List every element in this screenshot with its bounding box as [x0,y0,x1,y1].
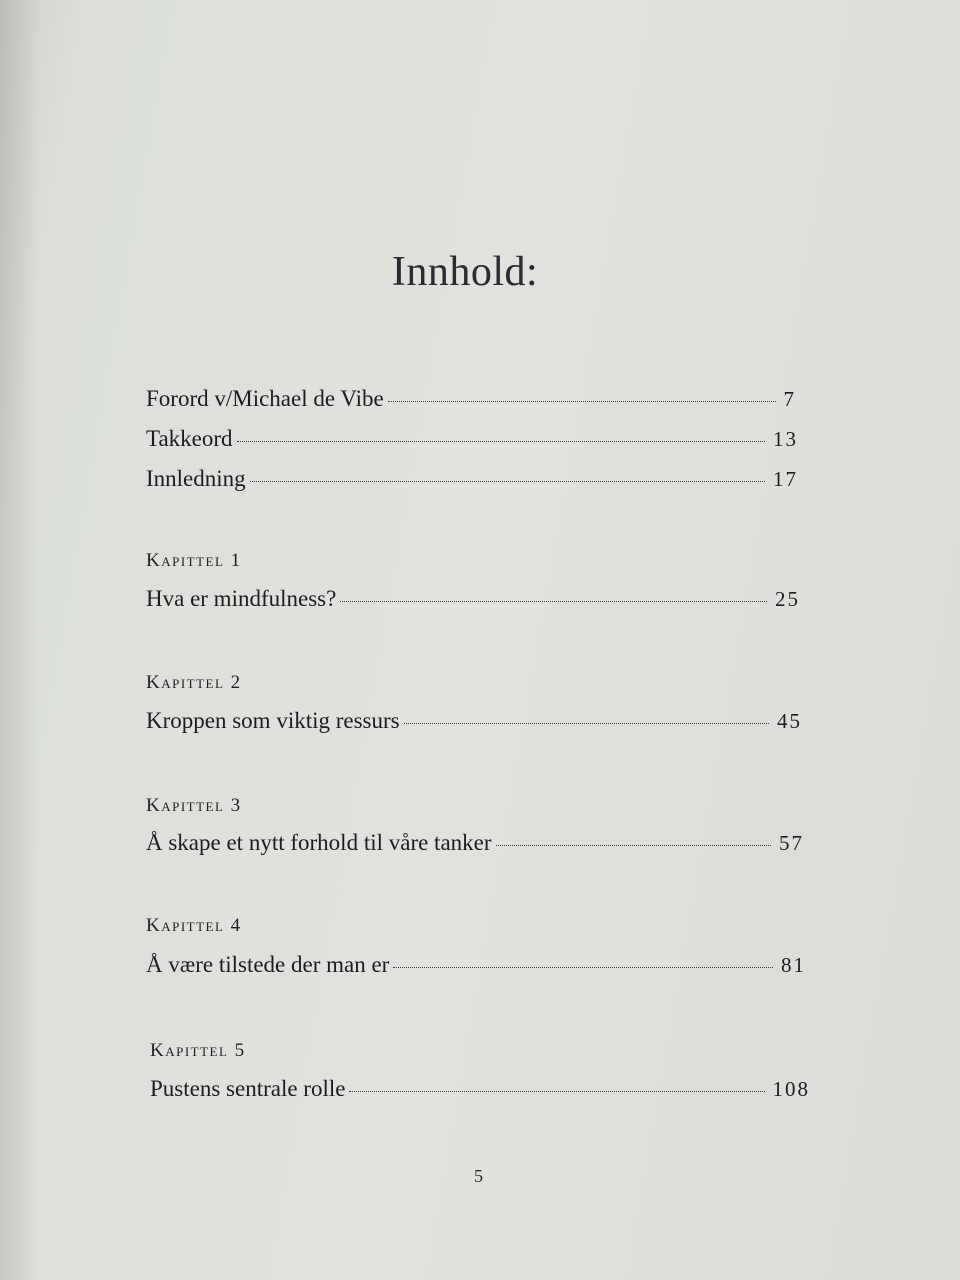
page-number: 5 [474,1166,483,1186]
toc-entry-forord [146,386,796,412]
toc-entry-chapter-5 [150,1076,810,1102]
chapter-heading-3: Kapittel 3 [146,795,242,816]
toc-entry-label: Forord v/Michael de Vibe [146,386,384,411]
toc-entry-label: Pustens sentrale rolle [150,1076,346,1101]
dot-leader [496,845,771,846]
toc-entry-label: Takkeord [146,426,233,451]
chapter-heading-5: Kapittel 5 [150,1040,246,1061]
dot-leader [393,967,773,968]
toc-entry-page: 7 [783,387,796,411]
chapter-heading-1: Kapittel 1 [146,550,242,571]
chapter-heading-4: Kapittel 4 [146,915,242,936]
toc-entry-takkeord [146,426,798,452]
toc-entry-page: 13 [773,427,798,451]
toc-entry-page: 108 [772,1077,810,1101]
toc-entry-label: Hva er mindfulness? [146,586,337,611]
toc-entry-chapter-4 [146,952,806,978]
dot-leader [349,1091,764,1092]
toc-entry-page: 81 [781,953,806,977]
dot-leader [250,481,765,482]
toc-entry-innledning [146,466,798,492]
toc-entry-label: Innledning [146,466,246,491]
dot-leader [340,601,767,602]
toc-entry-label: Kroppen som viktig ressurs [146,708,400,733]
toc-entry-page: 45 [777,709,802,733]
toc-entry-label: Å være tilstede der man er [146,952,390,977]
toc-title: Innhold: [391,249,539,295]
toc-entry-page: 57 [779,831,804,855]
dot-leader [404,723,769,724]
toc-entry-chapter-1 [146,586,800,612]
toc-entry-chapter-3 [146,830,804,856]
dot-leader [388,401,776,402]
toc-entry-page: 25 [775,587,800,611]
toc-entry-page: 17 [773,467,798,491]
toc-entry-label: Å skape et nytt forhold til våre tanker [146,830,492,855]
dot-leader [237,441,765,442]
toc-entry-chapter-2 [146,708,802,734]
chapter-heading-2: Kapittel 2 [146,672,242,693]
